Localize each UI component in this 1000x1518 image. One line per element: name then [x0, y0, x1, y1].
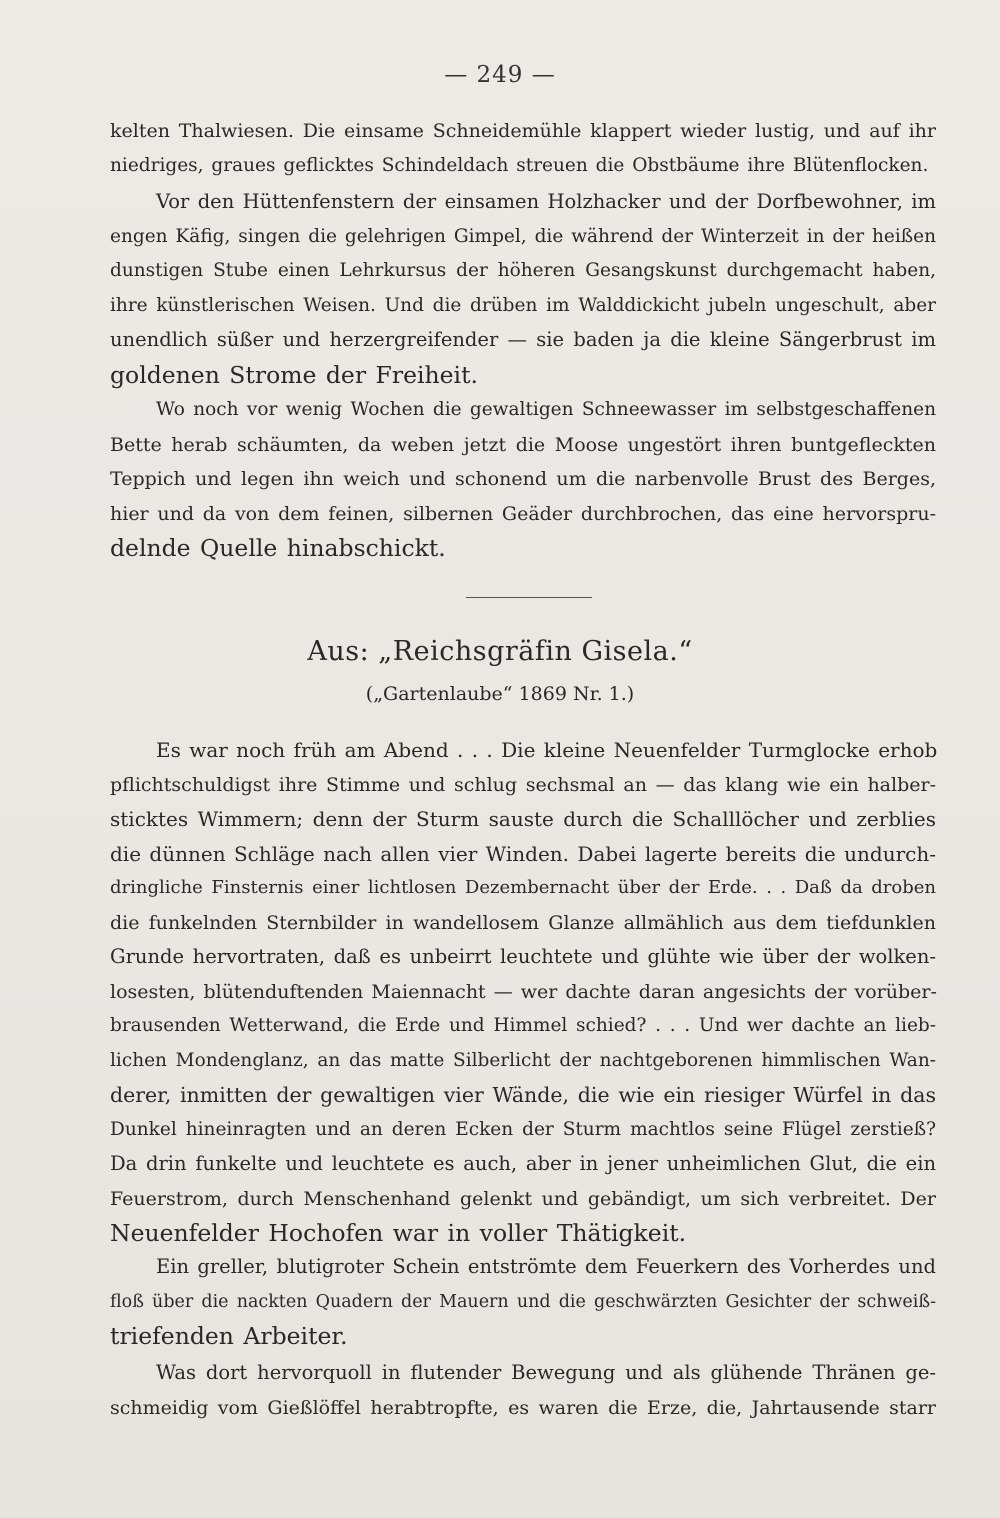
section-source: („Gartenlaube“ 1869 Nr. 1.) — [365, 683, 635, 705]
section-title: Aus: „Reichsgräfin Gisela.“ — [307, 636, 693, 667]
text-line: Vor den Hüttenfenstern der einsamen Holzhacker und der Dorfbewohner, im — [156, 190, 936, 213]
text-line: die funkelnden Sternbilder in wandellosem Glanze allmählich aus dem tiefdunklen — [110, 911, 936, 934]
text-line: sticktes Wimmern; denn der Sturm sauste durch die Schalllöcher und zerblies — [110, 807, 936, 831]
text-line: goldenen Strome der Freiheit. — [110, 360, 478, 389]
paragraph-gimpel — [110, 185, 936, 392]
text-line: lichen Mondenglanz, an das matte Silberlicht der nachtgeborenen himmlischen Wan- — [110, 1049, 936, 1071]
paragraph-schneewasser — [110, 393, 936, 566]
paragraph-continuation — [110, 114, 936, 183]
page-number: — 249 — — [444, 62, 556, 88]
text-line: Da drin funkelte und leuchtete es auch, aber in jener unheimlichen Glut, die ein — [110, 1152, 936, 1175]
paragraph-abend — [110, 733, 936, 1251]
text-line: delnde Quelle hinabschickt. — [110, 534, 446, 562]
text-line: ihre künstlerischen Weisen. Und die drüben im Walddickicht jubeln ungeschult, aber — [110, 294, 936, 316]
text-line: unendlich süßer und herzergreifender — sie baden ja die kleine Sängerbrust im — [110, 328, 936, 351]
text-line: niedriges, graues geflicktes Schindeldach streuen die Obstbäume ihre Blütenflocken. — [110, 154, 929, 176]
text-line: dunstigen Stube einen Lehrkursus der höheren Gesangskunst durchgemacht haben, — [110, 260, 936, 281]
text-line: pflichtschuldigst ihre Stimme und schlug sechsmal an — das klang wie ein halber- — [110, 773, 936, 796]
text-line: dringliche Finsternis einer lichtlosen Dezembernacht über der Erde. . . Daß da droben — [110, 877, 936, 898]
text-line: Feuerstrom, durch Menschenhand gelenkt und gebändigt, um sich verbreitet. Der — [110, 1187, 936, 1210]
text-line: Wo noch vor wenig Wochen die gewaltigen Schneewasser im selbstgeschaffenen — [156, 399, 936, 420]
text-line: triefenden Arbeiter. — [110, 1322, 348, 1350]
text-line: floß über die nackten Quadern der Mauern und die geschwärzten Gesichter der schweiß- — [110, 1291, 936, 1312]
text-line: brausenden Wetterwand, die Erde und Himmel schied? . . . Und wer dachte an lieb- — [110, 1015, 936, 1036]
section-divider — [466, 597, 592, 598]
text-line: Bette herab schäumten, da weben jetzt die Moose ungestört ihren buntgefleckten — [110, 433, 936, 456]
text-line: Neuenfelder Hochofen war in voller Thätigkeit. — [110, 1219, 687, 1247]
text-line: derer, inmitten der gewaltigen vier Wände, die wie ein riesiger Würfel in das — [110, 1083, 936, 1107]
text-line: Ein greller, blutigroter Schein entströmte dem Feuerkern des Vorherdes und — [156, 1255, 936, 1278]
text-line: kelten Thalwiesen. Die einsame Schneidemühle klappert wieder lustig, und auf ihr — [110, 120, 936, 142]
text-line: engen Käfig, singen die gelehrigen Gimpel, die während der Winterzeit in der heißen — [110, 225, 936, 247]
text-line: Teppich und legen ihn weich und schonend um die narbenvolle Brust des Berges, — [110, 468, 936, 490]
text-line: schmeidig vom Gießlöffel herabtropfte, es waren die Erze, die, Jahrtausende starr — [110, 1396, 936, 1419]
paragraph-schein — [110, 1250, 936, 1354]
text-line: Es war noch früh am Abend . . . Die kleine Neuenfelder Turmglocke erhob — [156, 738, 938, 762]
paragraph-erze — [110, 1356, 936, 1425]
text-line: Grunde hervortraten, daß es unbeirrt leuchtete und glühte wie über der wolken- — [110, 945, 936, 968]
text-line: die dünnen Schläge nach allen vier Winden. Dabei lagerte bereits die undurch- — [110, 841, 936, 866]
text-line: losesten, blütenduftenden Maiennacht — wer dachte daran angesichts der vorüber- — [110, 980, 937, 1003]
text-line: Was dort hervorquoll in flutender Bewegung und als glühende Thränen ge- — [156, 1361, 936, 1384]
text-line: Dunkel hineinragten und an deren Ecken der Sturm machtlos seine Flügel zerstieß? — [110, 1118, 936, 1140]
text-line: hier und da von dem feinen, silbernen Geäder durchbrochen, das eine hervorspru- — [110, 502, 936, 525]
